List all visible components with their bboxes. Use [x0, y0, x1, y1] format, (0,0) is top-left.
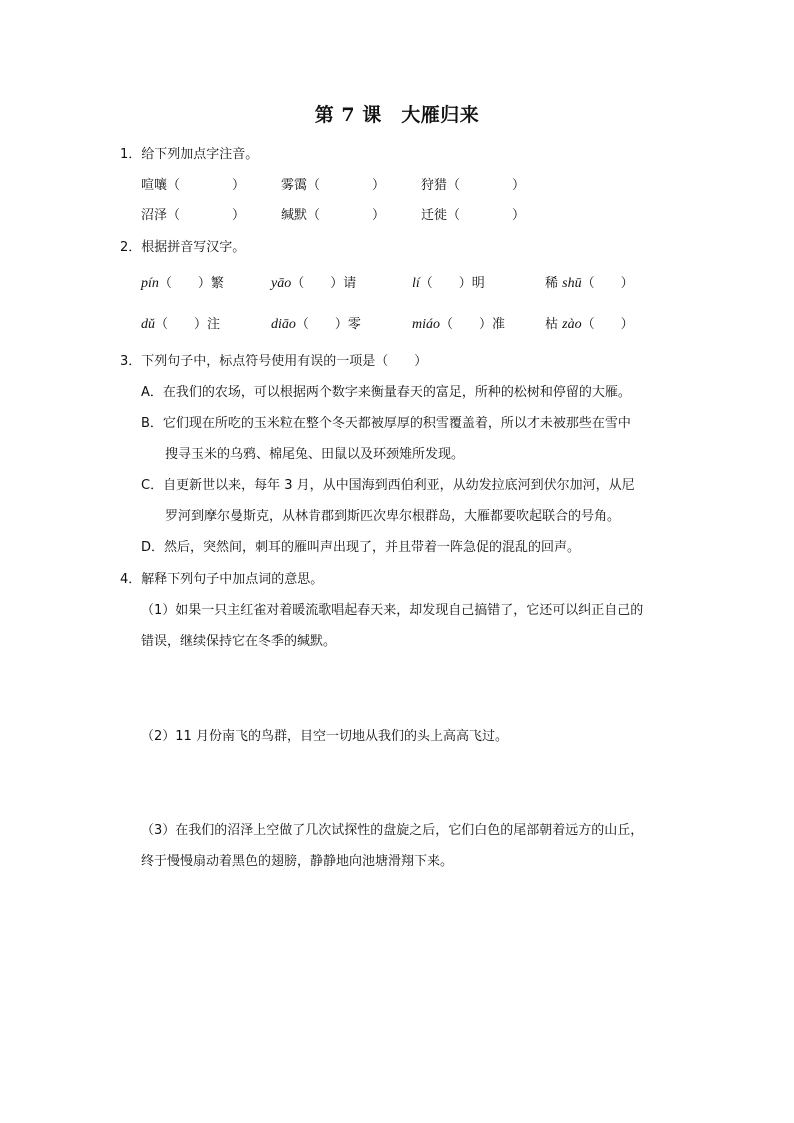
question-3-stem: 3．下列句子中，标点符号使用有误的一项是（ ） — [120, 354, 428, 369]
q2-item — [271, 277, 356, 291]
q2-item — [141, 318, 220, 332]
q2-item — [545, 277, 634, 291]
q2-item — [545, 318, 634, 332]
pinyin: diāo — [271, 317, 296, 332]
pinyin: zào — [562, 317, 582, 332]
q2-item — [412, 277, 485, 291]
sentence-2: （2）11 月份南飞的鸟群，目空一切地从我们的头上高高飞过。 — [141, 729, 508, 744]
q1-item: 喧嚷（ ） — [141, 178, 246, 193]
question-4-stem: 4．解释下列句子中加点词的意思。 — [120, 572, 324, 587]
q1-item: 雾霭（ ） — [281, 178, 386, 193]
pinyin: yāo — [271, 276, 292, 291]
q2-item-rest: （ ）请 — [291, 276, 357, 291]
q2-item — [412, 318, 505, 332]
q1-item: 狩猎（ ） — [421, 178, 526, 193]
q2-item-rest: （ ）零 — [295, 317, 361, 332]
page-title: 第 7 课 大雁归来 — [314, 104, 480, 126]
pinyin: pín — [141, 276, 159, 291]
option-d: D．然后，突然间，刺耳的雁叫声出现了，并且带着一阵急促的混乱的回声。 — [141, 540, 581, 555]
q2-item-prefix: 枯 — [545, 317, 563, 332]
q2-item — [271, 318, 361, 332]
pinyin: miáo — [412, 317, 440, 332]
pinyin: lí — [412, 276, 420, 291]
q1-item: 迁徙（ ） — [421, 208, 526, 223]
sentence-3-line2: 终于慢慢扇动着黑色的翅膀，静静地向池塘滑翔下来。 — [141, 854, 454, 869]
question-2-stem: 2．根据拼音写汉字。 — [120, 240, 246, 255]
q2-item-rest: （ ）准 — [440, 317, 506, 332]
q2-item-rest: （ ）明 — [419, 276, 485, 291]
q2-item-rest: （ ） — [581, 317, 634, 332]
sentence-3-line1: （3）在我们的沼泽上空做了几次试探性的盘旋之后，它们白色的尾部朝着远方的山丘， — [141, 823, 644, 838]
question-1-stem: 1．给下列加点字注音。 — [120, 147, 259, 162]
q2-item — [141, 277, 224, 291]
q2-item-rest: （ ）繁 — [158, 276, 224, 291]
option-b-line1: B．它们现在所吃的玉米粒在整个冬天都被厚厚的积雪覆盖着，所以才未被那些在雪中 — [141, 416, 631, 431]
pinyin: shū — [562, 276, 582, 291]
sentence-1-line2: 错误，继续保持它在冬季的缄默。 — [141, 634, 337, 649]
q1-item: 缄默（ ） — [281, 208, 386, 223]
q2-item-prefix: 稀 — [545, 276, 563, 291]
q2-item-rest: （ ） — [581, 276, 634, 291]
option-c-line2: 罗河到摩尔曼斯克，从林肯郡到斯匹次卑尔根群岛，大雁都要吹起联合的号角。 — [165, 509, 621, 524]
q1-item: 沼泽（ ） — [141, 208, 246, 223]
option-c-line1: C．自更新世以来，每年 3 月，从中国海到西伯利亚，从幼发拉底河到伏尔加河，从尼 — [141, 478, 635, 493]
option-a: A．在我们的农场，可以根据两个数字来衡量春天的富足，所种的松树和停留的大雁。 — [141, 385, 631, 400]
q2-item-rest: （ ）注 — [155, 317, 221, 332]
option-b-line2: 搜寻玉米的乌鸦、棉尾兔、田鼠以及环颈雉所发现。 — [165, 447, 465, 462]
sentence-1-line1: （1）如果一只主红雀对着暖流歌唱起春天来，却发现自己搞错了，它还可以纠正自己的 — [141, 603, 644, 618]
pinyin: dǔ — [141, 317, 155, 332]
